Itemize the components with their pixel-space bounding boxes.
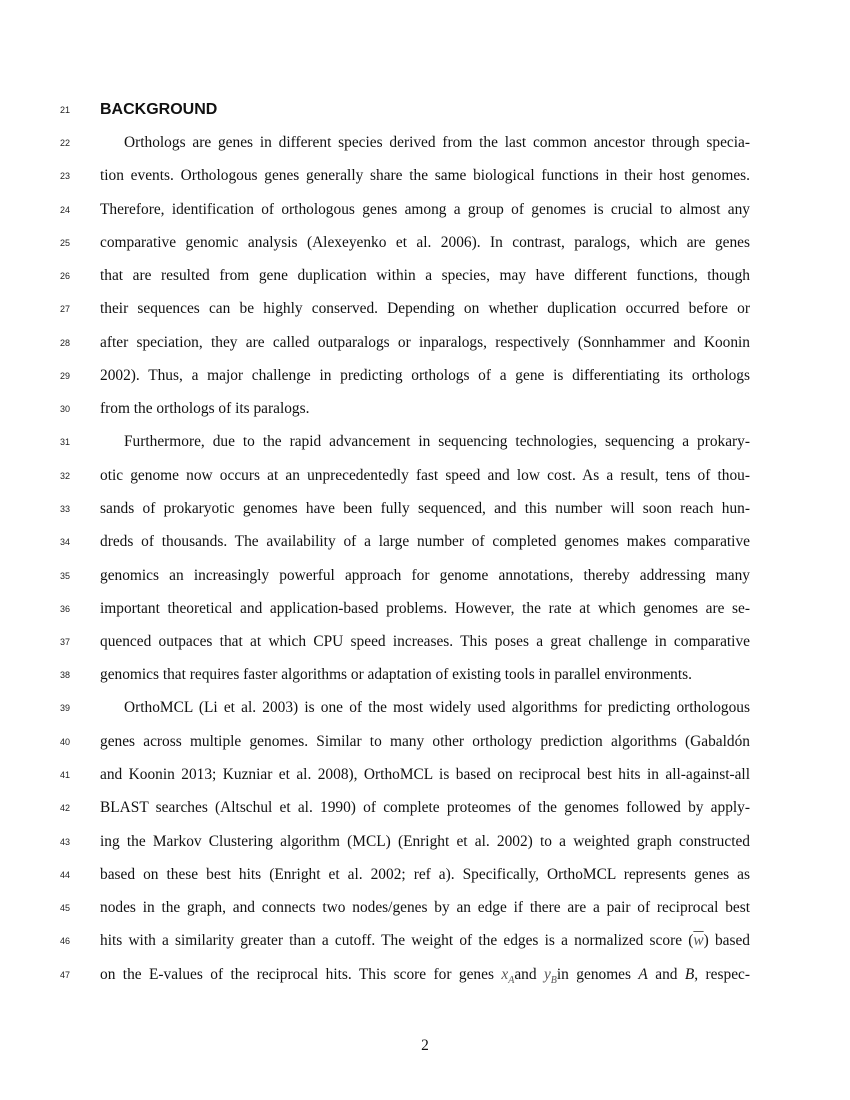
paragraph-line: their sequences can be highly conserved. Depending on whether duplication occurred before or bbox=[100, 300, 750, 317]
line-number: 22 bbox=[59, 138, 70, 148]
line-number: 39 bbox=[59, 703, 70, 713]
line-21 bbox=[0, 101, 850, 134]
paragraph-line: after speciation, they are called outparalogs or inparalogs, respectively (Sonnhammer and Koonin bbox=[100, 334, 750, 351]
line-number: 44 bbox=[59, 870, 70, 880]
paragraph-line bbox=[100, 932, 750, 950]
line-number: 43 bbox=[59, 837, 70, 847]
paragraph-line: sands of prokaryotic genomes have been fully sequenced, and this number will soon reach hun- bbox=[100, 500, 750, 517]
line-26 bbox=[0, 267, 850, 300]
paragraph-line: genomics an increasingly powerful approach for genome annotations, thereby addressing many bbox=[100, 567, 750, 584]
math-x-a bbox=[501, 966, 515, 987]
paragraph-line: and Koonin 2013; Kuzniar et al. 2008), OrthoMCL is based on reciprocal best hits in all-against-all bbox=[100, 766, 750, 783]
line-45 bbox=[0, 899, 850, 932]
line-number: 45 bbox=[59, 903, 70, 913]
text-fragment: , respec- bbox=[694, 966, 750, 983]
line-23 bbox=[0, 167, 850, 200]
line-number: 31 bbox=[59, 437, 70, 447]
line-number: 34 bbox=[59, 537, 70, 547]
paragraph-line: Orthologs are genes in different species derived from the last common ancestor through specia- bbox=[124, 134, 750, 151]
paragraph-line: otic genome now occurs at an unprecedentedly fast speed and low cost. As a result, tens of thou- bbox=[100, 467, 750, 484]
line-39 bbox=[0, 699, 850, 732]
text-fragment: in genomes bbox=[556, 966, 639, 983]
line-47 bbox=[0, 966, 850, 999]
paragraph-line bbox=[100, 966, 750, 990]
line-24 bbox=[0, 201, 850, 234]
text-fragment: and bbox=[514, 966, 544, 983]
math-subscript: B bbox=[550, 975, 557, 987]
math-y-b bbox=[543, 966, 557, 987]
line-number: 25 bbox=[59, 238, 70, 248]
paragraph-line: BLAST searches (Altschul et al. 1990) of complete proteomes of the genomes followed by apply- bbox=[100, 799, 750, 816]
line-33 bbox=[0, 500, 850, 533]
line-25 bbox=[0, 234, 850, 267]
line-32 bbox=[0, 467, 850, 500]
paragraph-line: quenced outpaces that at which CPU speed increases. This poses a great challenge in comparative bbox=[100, 633, 750, 650]
line-36 bbox=[0, 600, 850, 633]
line-43 bbox=[0, 833, 850, 866]
line-number: 21 bbox=[59, 105, 70, 115]
line-number: 38 bbox=[59, 670, 70, 680]
section-heading: BACKGROUND bbox=[100, 101, 218, 118]
line-30 bbox=[0, 400, 850, 433]
line-42 bbox=[0, 799, 850, 832]
line-number: 32 bbox=[59, 471, 70, 481]
line-34 bbox=[0, 533, 850, 566]
genome-b: B bbox=[684, 966, 695, 983]
paragraph-line: that are resulted from gene duplication within a species, may have different functions, though bbox=[100, 267, 750, 284]
paragraph-line: important theoretical and application-based problems. However, the rate at which genomes are se- bbox=[100, 600, 750, 617]
line-22 bbox=[0, 134, 850, 167]
paragraph-line: based on these best hits (Enright et al. 2002; ref a). Specifically, OrthoMCL represents genes as bbox=[100, 866, 750, 883]
line-number: 33 bbox=[59, 504, 70, 514]
line-44 bbox=[0, 866, 850, 899]
paragraph-line: nodes in the graph, and connects two nodes/genes by an edge if there are a pair of reciprocal best bbox=[100, 899, 750, 916]
line-number: 23 bbox=[59, 171, 70, 181]
paragraph-line: from the orthologs of its paralogs. bbox=[100, 400, 310, 417]
paragraph-line: dreds of thousands. The availability of a large number of completed genomes makes comparative bbox=[100, 533, 750, 550]
text-fragment: and bbox=[647, 966, 685, 983]
line-number: 47 bbox=[59, 970, 70, 980]
line-number: 26 bbox=[59, 271, 70, 281]
line-number: 40 bbox=[59, 737, 70, 747]
line-number: 36 bbox=[59, 604, 70, 614]
line-41 bbox=[0, 766, 850, 799]
line-number: 30 bbox=[59, 404, 70, 414]
paragraph-line: comparative genomic analysis (Alexeyenko et al. 2006). In contrast, paralogs, which are genes bbox=[100, 234, 750, 251]
paragraph-line: genes across multiple genomes. Similar to many other orthology prediction algorithms (Gabaldón bbox=[100, 733, 750, 750]
paragraph-line: 2002). Thus, a major challenge in predicting orthologs of a gene is differentiating its orthologs bbox=[100, 367, 750, 384]
line-46 bbox=[0, 932, 850, 965]
genome-a: A bbox=[638, 966, 648, 983]
line-27 bbox=[0, 300, 850, 333]
line-37 bbox=[0, 633, 850, 666]
paragraph-line: Therefore, identification of orthologous genes among a group of genomes is crucial to almost any bbox=[100, 201, 750, 218]
line-number: 29 bbox=[59, 371, 70, 381]
line-29 bbox=[0, 367, 850, 400]
line-number: 41 bbox=[59, 770, 70, 780]
line-28 bbox=[0, 334, 850, 367]
text-fragment: on the E-values of the reciprocal hits. This score for genes bbox=[100, 966, 502, 983]
text-fragment: ) based bbox=[703, 932, 750, 949]
paragraph-line: tion events. Orthologous genes generally share the same biological functions in their host genomes. bbox=[100, 167, 750, 184]
line-number: 28 bbox=[59, 338, 70, 348]
paragraph-line: ing the Markov Clustering algorithm (MCL) (Enright et al. 2002) to a weighted graph constructed bbox=[100, 833, 750, 850]
line-38 bbox=[0, 666, 850, 699]
page-number: 2 bbox=[421, 1037, 429, 1054]
paragraph-line: OrthoMCL (Li et al. 2003) is one of the most widely used algorithms for predicting orthologous bbox=[124, 699, 750, 716]
line-number: 24 bbox=[59, 205, 70, 215]
line-number: 27 bbox=[59, 304, 70, 314]
math-w-overline: $\overline{w}$ bbox=[693, 932, 704, 949]
text-fragment: hits with a similarity greater than a cutoff. The weight of the edges is a normalized score ( bbox=[100, 932, 694, 949]
math-subscript: A bbox=[508, 975, 515, 987]
line-35 bbox=[0, 567, 850, 600]
line-40 bbox=[0, 733, 850, 766]
paragraph-line: genomics that requires faster algorithms or adaptation of existing tools in parallel environments. bbox=[100, 666, 692, 683]
paragraph-line: Furthermore, due to the rapid advancement in sequencing technologies, sequencing a prokary- bbox=[124, 433, 750, 450]
line-number: 42 bbox=[59, 803, 70, 813]
line-number: 46 bbox=[59, 936, 70, 946]
line-number: 35 bbox=[59, 571, 70, 581]
math-var: y bbox=[543, 966, 551, 983]
line-31 bbox=[0, 433, 850, 466]
line-number: 37 bbox=[59, 637, 70, 647]
math-var: x bbox=[501, 966, 509, 983]
